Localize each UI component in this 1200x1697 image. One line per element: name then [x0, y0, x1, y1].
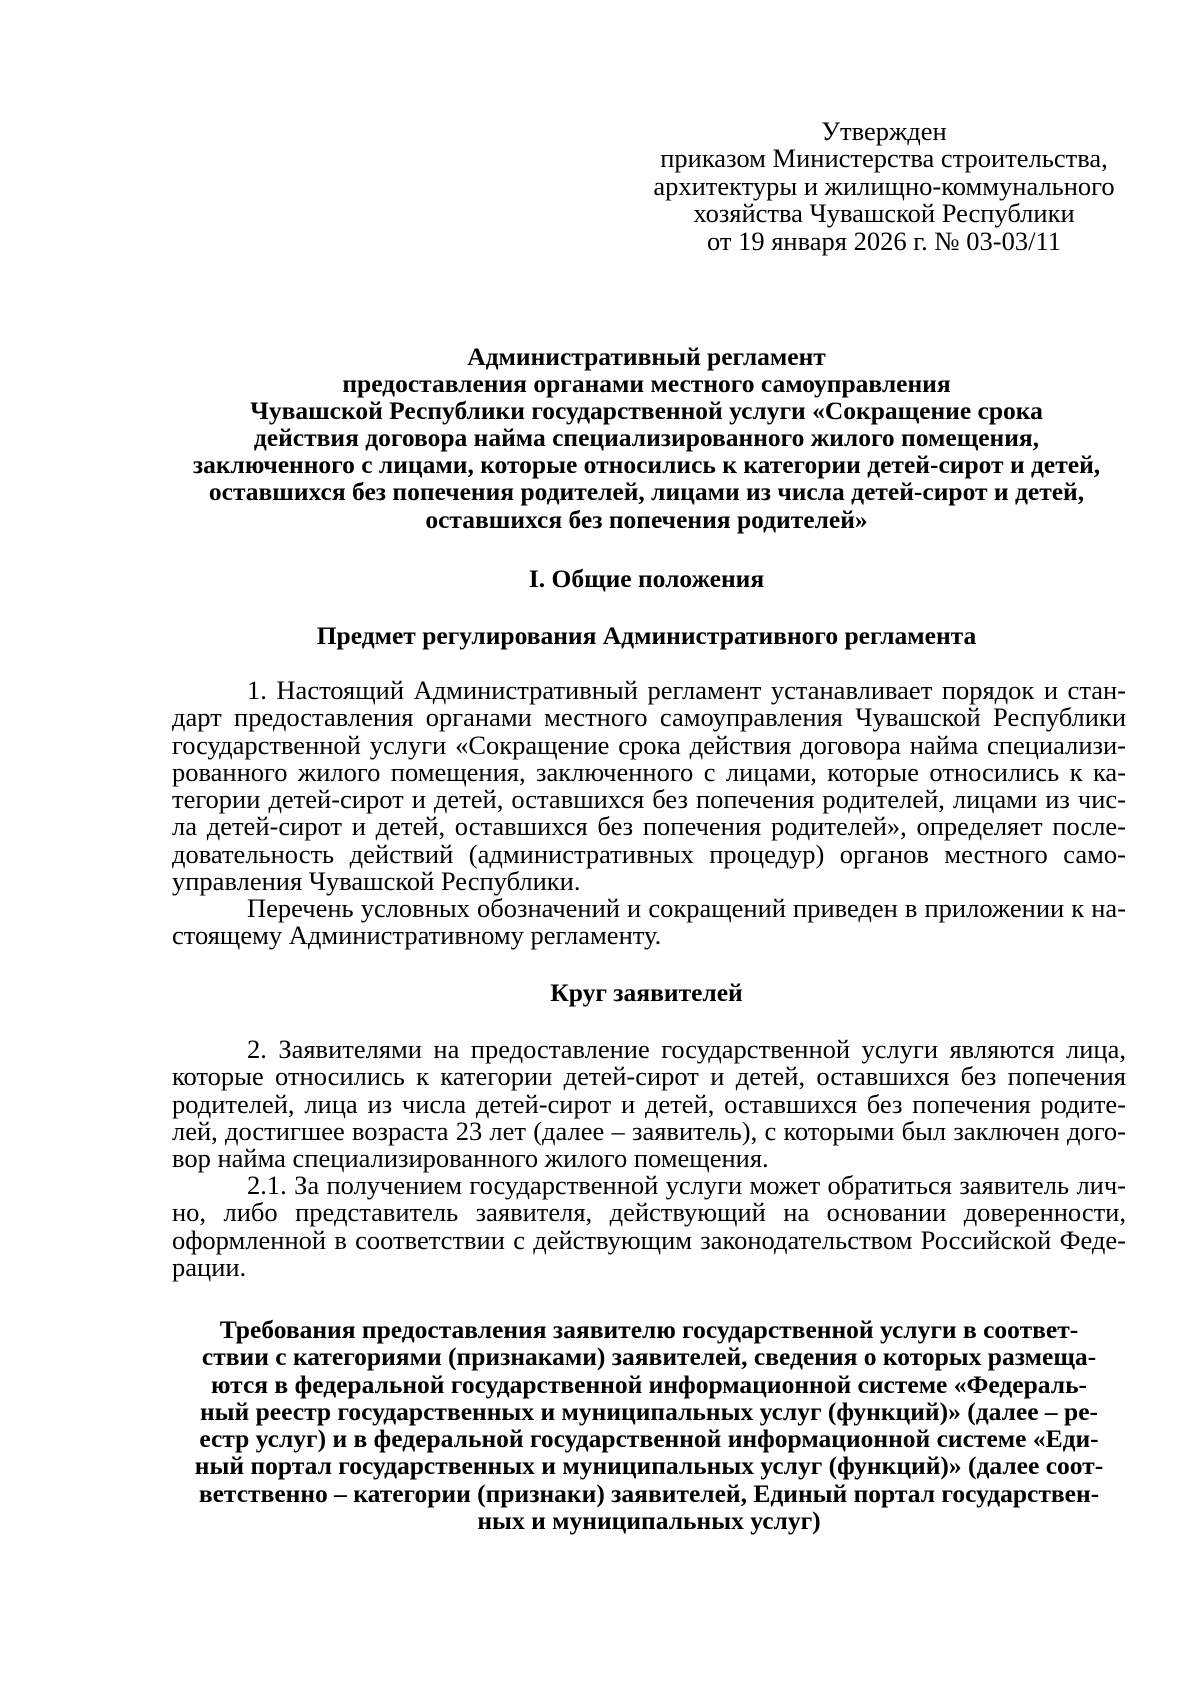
paragraph-line: довательность действий (административных процедур) органов местного само- [172, 838, 1126, 869]
paragraph-line: 2. Заявителями на предоставление государственной услуги являются лица, [247, 1034, 1126, 1064]
paragraph-line: управления Чувашской Республики. [172, 866, 581, 897]
paragraph-line: рованного жилого помещения, заключенного с лицами, которые относились к ка- [172, 756, 1126, 787]
title-line: действия договора найма специализированного жилого помещения, [253, 423, 1040, 453]
paragraph-line: лей, достигшее возраста 23 лет (далее – заявитель), с которыми был заключен дого- [172, 1115, 1126, 1146]
paragraph-1 [172, 677, 1126, 895]
title-line: предоставления органами местного самоуправления [342, 369, 951, 399]
paragraph-line: Перечень условных обозначений и сокращений приведен в приложении к на- [247, 893, 1126, 923]
approval-line: хозяйства Чувашской Республики [693, 198, 1075, 229]
applicants-heading: Круг заявителей [550, 978, 743, 1007]
approval-stamp [628, 118, 1140, 255]
paragraph-line: которые относились к категории детей-сирот и детей, оставшихся без попечения [172, 1061, 1126, 1092]
title-line: заключенного с лицами, которые относились к категории детей-сирот и детей, [192, 450, 1101, 480]
heading-line: ный портал государственных и муниципальных услуг (функций)» (далее соот- [194, 1451, 1104, 1481]
heading-line: Требования предоставления заявителю государственной услуги в соответ- [219, 1315, 1079, 1344]
paragraph-4 [172, 1172, 1126, 1281]
paragraph-line: тегории детей-сирот и детей, оставшихся без попечения родителей, лицами из чис- [172, 784, 1126, 815]
heading-line: естр услуг) и в федеральной государственной информационной системе «Еди- [199, 1424, 1099, 1454]
heading-line: ствии с категориями (признаками) заявителей, сведения о которых размеща- [201, 1342, 1097, 1372]
paragraph-2 [172, 895, 1126, 950]
requirements-heading [172, 1316, 1126, 1534]
subject-heading: Предмет регулирования Административного регламента [316, 621, 977, 650]
approval-line: архитектуры и жилищно-коммунального [653, 170, 1115, 201]
heading-line: ный реестр государственных и муниципальных услуг (функций)» (далее – ре- [199, 1396, 1099, 1426]
paragraph-line: но, либо представитель заявителя, действующий на основании доверенности, [172, 1197, 1126, 1228]
heading-line: ных и муниципальных услуг) [477, 1506, 821, 1536]
paragraph-line: стоящему Административному регламенту. [172, 920, 662, 951]
paragraph-3 [172, 1036, 1126, 1172]
paragraph-line: ла детей-сирот и детей, оставшихся без попечения родителей», определяет после- [172, 811, 1126, 842]
paragraph-line: рации. [172, 1251, 247, 1282]
heading-line: ветственно – категории (признаки) заявителей, Единый портал государствен- [198, 1478, 1100, 1508]
paragraph-line: дарт предоставления органами местного самоуправления Чувашской Республики [172, 702, 1126, 733]
paragraph-line: родителей, лица из числа детей-сирот и детей, оставшихся без попечения родите- [172, 1088, 1126, 1119]
heading-line: ются в федеральной государственной информационной системе «Федераль- [210, 1369, 1088, 1399]
paragraph-line: вор найма специализированного жилого помещения. [172, 1143, 769, 1174]
paragraph-line: оформленной в соответствии с действующим законодательством Российской Феде- [172, 1224, 1126, 1255]
section-heading: I. Общие положения [528, 564, 765, 593]
title-line: Административный регламент [467, 342, 826, 371]
title-line: оставшихся без попечения родителей» [425, 504, 868, 534]
paragraph-line: государственной услуги «Сокращение срока действия договора найма специализи- [172, 729, 1126, 760]
title-line: Чувашской Республики государственной услуги «Сокращение срока [250, 396, 1043, 426]
approval-line: Утвержден [821, 116, 947, 146]
paragraph-line: 2.1. За получением государственной услуги может обратиться заявитель лич- [247, 1170, 1126, 1200]
title-line: оставшихся без попечения родителей, лицами из числа детей-сирот и детей, [208, 477, 1085, 507]
document-title [165, 343, 1128, 533]
approval-line: приказом Министерства строительства, [660, 143, 1108, 174]
approval-line: от 19 января 2026 г. № 03-03/11 [707, 225, 1061, 256]
paragraph-line: 1. Настоящий Административный регламент устанавливает порядок и стан- [247, 675, 1126, 705]
